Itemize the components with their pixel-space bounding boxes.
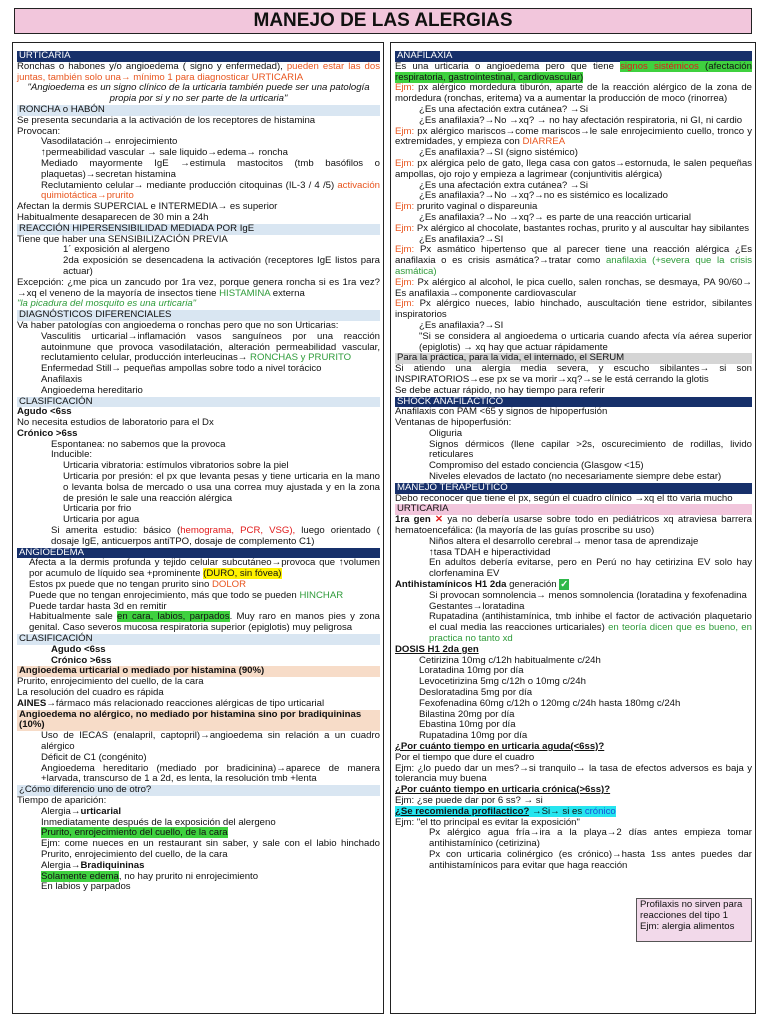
text-line: Habitualmente desaparecen de 30 min a 24h (17, 211, 209, 223)
list-item: o Urticaria por frio (17, 504, 380, 515)
subheader-diagnosticos: DIAGNÓSTICOS DIFERENCIALES (17, 310, 380, 321)
list-item: ▪ "Si se considera al angioedema o urticaria cuando afecta vía aérea superior (epiglotis) → xq hay que actuar rápidamente (395, 332, 752, 354)
list-item: ▪ ¿Es anafilaxia?→SI (395, 321, 752, 332)
text-line: Inmediatamente después de la exposición del alergeno (41, 816, 276, 828)
text-line: Va haber patologías con angioedema o ronchas pero que no son Urticarias: (17, 319, 339, 331)
list-item: ▪ Fexofenadina 60mg c/12h o 120mg c/24h hasta 180mg c/24h (395, 699, 752, 710)
text-line: Agudo <6ss (17, 406, 72, 418)
text-line: Tiempo de aparición: (17, 794, 107, 806)
list-item: ▪ Alergia→urticarial (17, 807, 380, 818)
list-item: ▪ Si amerita estudio: básico (hemograma, PCR, VSG), luego orientado ( dosaje IgE, anticuerpos antiTPO, dosaje de complemento C1) (17, 526, 380, 548)
question-heading: ¿Por cuánto tiempo en urticaria crónica(>6ss)? (395, 784, 611, 796)
list-item: ▪ ¿Es anafilaxia?→SI (395, 235, 752, 246)
text-line: "la picadura del mosquito es una urticaria" (17, 298, 197, 310)
subheader-dosis: DOSIS H1 2da gen (395, 643, 479, 655)
list-item: ▪ Estos px puede que no tengan prurito sino DOLOR (17, 580, 380, 591)
list-item: ▪ Bilastina 20mg por día (395, 710, 752, 721)
list-item: ▪ Espontanea: no sabemos que la provoca (17, 440, 380, 451)
list-item: 4. Niveles elevados de lactato (no necesariamente siempre debe estar) (395, 472, 752, 483)
text-line: Solamente edema, no hay prurito ni enrojecimiento (41, 870, 259, 882)
list-item: ▪ Puede tardar hasta 3d en remitir (17, 602, 380, 613)
list-item: ▪ Niños altera el desarrollo cerebral→ menor tasa de aprendizaje (395, 537, 752, 548)
list-item: ▪ Loratadina 10mg por día (395, 666, 752, 677)
text-line: Tiene que haber una SENSIBILIZACIÓN PREVIA (17, 233, 228, 245)
list-item: ▪ ¿Es anafilaxia?→SI (signo sistémico) (395, 148, 752, 159)
list-item: 1. Oliguria (395, 429, 752, 440)
section-header-anafilaxia: ANAFILAXIA (395, 51, 752, 62)
list-item: ▪ Cetirizina 10mg c/12h habitualmente c/24h (395, 656, 752, 667)
list-item: o Urticaria por presión: el px que levanta pesas y tiene urticaria en la mano o levanta bolsa de mercado o usa una correa muy ajustada y en la zona de presión le sale una reacción alérgica (17, 472, 380, 504)
page-title: MANEJO DE LAS ALERGIAS (14, 8, 752, 34)
left-column (12, 42, 384, 1014)
list-item: ▪ 2da exposición se desencadena la activación (receptores IgE listos para actuar) (17, 256, 380, 278)
list-item: ▪ ¿Es anafilaxia?→No →xq?→ es parte de una reacción urticarial (395, 213, 752, 224)
text-line: Prurito, enrojecimiento del cuello, de la cara (41, 827, 228, 839)
list-item: ▪ Uso de IECAS (enalapril, captopril)→angioedema sin relación a un cuadro alérgico (17, 731, 380, 753)
text-line: Anafilaxis con PAM <65 y signos de hipoperfusión (395, 406, 608, 418)
cross-mark-icon: ✕ (435, 514, 444, 526)
section-header-angioedema: ANGIOEDEMA (17, 548, 380, 559)
check-mark-icon: ✓ (560, 579, 569, 591)
urticaria-definition: Ronchas o habones y/o angioedema ( signo y enfermedad), pueden estar las dos juntas, también solo una→ mínimo 1 para diagnosticar URTICARIA (17, 60, 380, 83)
list-item: ▪ ¿Es una afectación extra cutánea? →Si (395, 181, 752, 192)
subheader-ige: REACCIÓN HIPERSENSIBILIDAD MEDIADA POR IgE (17, 224, 380, 235)
list-item: ▪ Rupatadina (antihistamínica, tmb inhibe el factor de activación plaquetario el cual media las reacciones urticariales) en teoría dicen que es bueno, en practica no tanto xd (395, 612, 752, 644)
subheader-bradiquininas: Angioedema no alérgico, no mediado por histamina sino por bradiquininas (10%) (17, 710, 380, 732)
text-line: Ejm: px alérgica pelo de gato, llega casa con gatos→estornuda, le salen pequeñas ampollas, ojo rojo y empieza a lagrimear (conjuntivitis alérgica) (395, 157, 752, 180)
section-header-shock: SHOCK ANAFILACTICO (395, 397, 752, 408)
list-item: ▪ Angioedema hereditario (17, 386, 380, 397)
list-item: - ↑permeabilidad vascular → sale liquido→edema→ roncha (17, 148, 380, 159)
list-item: ➢ Px con urticaria colinérgico (es crónico)→hasta 1ss antes puedes dar antihistamínicos para evitar que haga reacción (395, 850, 752, 872)
text-line: Debo reconocer que tiene el px, según el cuadro clínico →xq el tto varia mucho (395, 492, 733, 504)
text-line: Ejm: "el tto principal es evitar la exposición" (395, 816, 580, 828)
list-item: ▪ ¿Es anafilaxia?→No →xq?→no es sistémico es localizado (395, 191, 752, 202)
list-item: ▪ Crónico >6ss (17, 656, 380, 667)
text-line: Si atiendo una alergia media severa, y escucho sibilantes→ si son INSPIRATORIOS→ese px se va morir→xq?→se le está cerrando la glotis (395, 363, 752, 385)
text-line: Provocan: (17, 125, 61, 137)
list-item: ▪ Angioedema hereditario (mediado por bradicinina)→aparece de manera +larvada, transcurso de 1 a 2d, es lenta, la resolución tmb +lenta (17, 764, 380, 786)
list-item: 3. Compromiso del estado conciencia (Glasgow <15) (395, 461, 752, 472)
list-item: ▪ Si provocan somnolencia→ menos somnolencia (loratadina y fexofenadina (395, 591, 752, 602)
list-item: ▪ Ebastina 10mg por día (395, 720, 752, 731)
list-item: 2. Signos dérmicos (llene capilar >2s, oscurecimiento de rodillas, livido reticulares (395, 440, 752, 462)
list-item: ▪ Habitualmente sale en cara, labios, parpados. Muy raro en manos pies y zona genital. Caso severos mucosa respiratoria superior (epiglotis) muy peligrosa (17, 612, 380, 634)
text-line: En labios y parpados (41, 881, 131, 893)
list-item: ▪ Rupatadina 10mg por día (395, 731, 752, 742)
list-item: ▪ Anafilaxis (17, 375, 380, 386)
text-line: Se presenta secundaria a la activación de los receptores de histamina (17, 114, 316, 126)
text-line: Afectan la dermis SUPERCIAL e INTERMEDIA→ es superior (17, 201, 278, 213)
question-heading: ¿Por cuánto tiempo en urticaria aguda(<6ss)? (395, 741, 605, 752)
list-item: ▪ Gestantes→loratadina (395, 602, 752, 613)
text-line: Prurito, enrojecimiento del cuello, de la cara (17, 676, 204, 688)
text-line: Ejm: ¿lo puedo dar un mes?→si tranquilo→ la tasa de efectos adversos es baja y tolerancia muy buena (395, 762, 752, 785)
list-item: ▪ Agudo <6ss (17, 645, 380, 656)
text-line: No necesita estudios de laboratorio para el Dx (17, 417, 214, 429)
text-line: Ejm: px alérgico mordedura tiburón, aparte de la reacción alérgico de la zona de mordedura (ronchas, eritema) va a aumentar la producción de moco (rinorrea) (395, 82, 752, 105)
list-item: ▪ 1´ exposición al alergeno (17, 245, 380, 256)
text-line: Se debe actuar rápido, no hay tiempo para referir (395, 384, 605, 396)
subheader-clasificacion: CLASIFICACIÓN (17, 397, 380, 408)
text-line: Ejm: come nueces en un restaurant sin saber, y sale con el labio hinchado Prurito, enrojecimiento del cuello, de la cara (41, 838, 380, 860)
list-item: ▪ Desloratadina 5mg por día (395, 688, 752, 699)
note-text: Profilaxis no sirven para reacciones del tipo 1 (640, 899, 743, 921)
list-item: ▪ Déficit de C1 (congénito) (17, 753, 380, 764)
list-item: ➢ Px alérgico agua fría→ira a la playa→2 días antes empieza tomar antihistamínico (cetirizina) (395, 828, 752, 850)
text-line: ¿Se recomienda profilactico? →Si→ si es crónico (395, 805, 616, 817)
list-item: ▪ Alergia→Bradiquininas (17, 861, 380, 872)
right-column (390, 42, 756, 1014)
text-line: Ventanas de hipoperfusión: (395, 417, 512, 429)
text-line: 1ra gen ✕ ya no debería usarse sobre todo en pediátricos xq atraviesa barrera hematoencefálica: (la mayoría de las guías proscribe su uso) (395, 514, 753, 537)
list-item: o Urticaria por agua (17, 515, 380, 526)
list-item: ▪ Vasculitis urticarial→inflamación vasos sanguíneos por una reacción autoinmune que provoca vasodilatación, alteración permeabilidad vascular, reclutamiento celular, producción interleucinas→ RONCHAS y PRURITO (17, 332, 380, 364)
note-box (636, 898, 752, 942)
text-line: Ejm: prurito vaginal o dispareunia (395, 201, 538, 213)
subheader-histamina: Angioedema urticarial o mediado por histamina (90%) (17, 666, 380, 677)
subheader-diferencio: ¿Cómo diferencio uno de otro? (17, 785, 380, 796)
list-item: - Reclutamiento celular→ mediante producción citoquinas (IL-3 / 4 /5) activación quimiotáctica→prurito (17, 181, 380, 203)
list-item: - Vasodilatación→ enrojecimiento (17, 137, 380, 148)
note-text: Ejm: alergia alimentos (640, 920, 735, 932)
section-header-urticaria: URTICARIA (17, 51, 380, 62)
subheader-serum: Para la práctica, para la vida, el internado, el SERUM (395, 353, 752, 364)
text-line: AINES→fármaco más relacionado reacciones alérgicas de tipo urticarial (17, 697, 325, 709)
text-line: Es una urticaria o angioedema pero que tiene signos sistémicos (afectación respiratoria, gastrointestinal, cardiovascular) (395, 60, 752, 83)
list-item: ▪ ↑tasa TDAH e hiperactividad (395, 548, 752, 559)
text-line: La resolución del cuadro es rápida (17, 687, 164, 699)
list-item: ▪ Puede que no tengan enrojecimiento, más que todo se pueden HINCHAR (17, 591, 380, 602)
text-line: Ejm: Px alérgico al chocolate, bastantes rochas, prurito y al auscultar hay sibilantes (395, 222, 750, 234)
text-line: Por el tiempo que dure el cuadro (395, 751, 535, 763)
section-header-manejo: MANEJO TERAPEUTICO (395, 483, 752, 494)
list-item: ▪ Enfermedad Still→ pequeñas ampollas sobre todo a nivel torácico (17, 364, 380, 375)
urticaria-quote: "Angioedema es un signo clínico de la urticaria también puede ser una patología propia por si y no ser parte de la urticaria" (27, 82, 370, 105)
list-item: ▪ ¿Es una afectación extra cutánea? →Si (395, 105, 752, 116)
text-line: Ejm: ¿se puede dar por 6 ss? → si (395, 794, 543, 806)
subheader-clasificacion: CLASIFICACIÓN (17, 634, 380, 645)
list-item: ▪ Afecta a la dermis profunda y tejido celular subcutáneo→provoca que ↑volumen por acumulo de líquido sea +prominente (DURO, sin fóvea) (17, 558, 380, 580)
text-line: Antihistamínicos H1 2da generación ✓ (395, 579, 569, 591)
text-line: Crónico >6ss (17, 427, 78, 439)
text-line: Ejm: px alérgico mariscos→come mariscos→le sale enrojecimiento cuello, tronco y extremidades, y empieza con DIARREA (395, 125, 752, 148)
text-line: Excepción: ¿me pica un zancudo por 1ra vez, porque genera roncha si es 1ra vez?→xq el veneno de la mayoría de insectos tiene HISTAMINA externa (17, 276, 380, 299)
list-item: o Urticaria vibratoria: estímulos vibratorios sobre la piel (17, 461, 380, 472)
list-item: ▪ Inducible: (17, 450, 380, 461)
text-line: Ejm: Px alérgico al alcohol, le pica cuello, salen ronchas, se desmaya, PA 90/60→ Es anafilaxia→componente cardiovascular (395, 276, 752, 299)
text-line: Ejm: Px alérgico nueces, labio hinchado, auscultación tiene estridor, sibilantes inspiratorios (395, 298, 752, 321)
list-item: ▪ Levocetirizina 5mg c/12h o 10mg c/24h (395, 677, 752, 688)
list-item: ▪ ¿Es anafilaxia?→No →xq? → no hay afectación respiratoria, ni GI, ni cardio (395, 116, 752, 127)
list-item: ▪ En adultos debería evitarse, pero en Perú no hay cetirizina EV solo hay clorfenamina EV (395, 558, 752, 580)
text-line: Ejm: Px asmático hipertenso que al parecer tiene una reacción alérgica ¿Es anafilaxia o es crisis asmática?→tratar como anafilaxia (+severa que la crisis asmática) (395, 244, 752, 277)
subheader-urticaria: URTICARIA (395, 504, 752, 515)
list-item: - Mediado mayormente IgE →estimula mastocitos (tmb basófilos o plaquetas)→secretan histamina (17, 159, 380, 181)
subheader-roncha: RONCHA o HABÓN (17, 105, 380, 116)
